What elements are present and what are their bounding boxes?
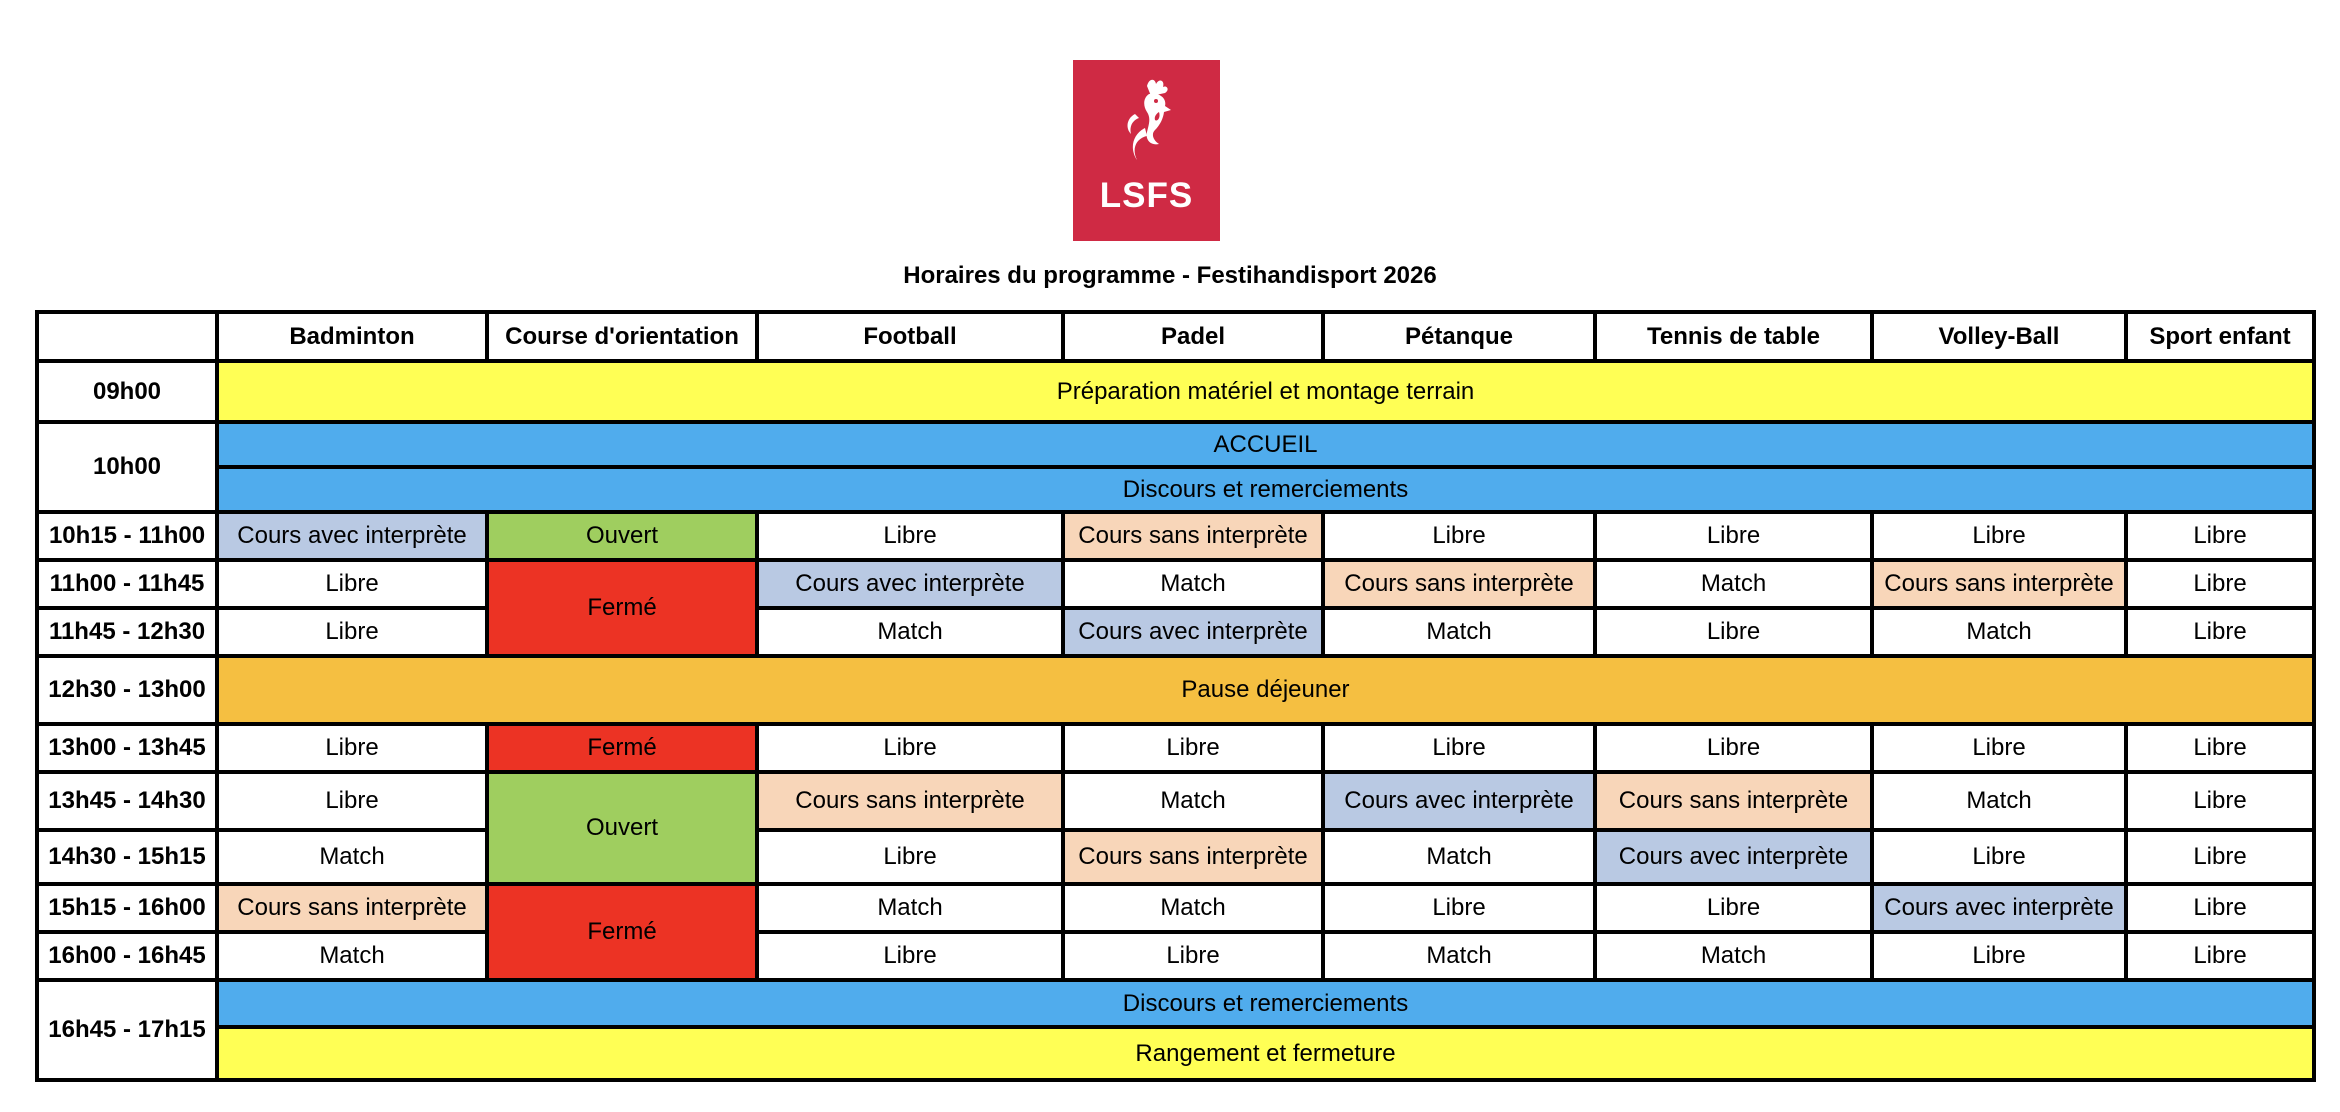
banner-rangement: Rangement et fermeture bbox=[217, 1027, 2314, 1080]
cell-tennis: Match bbox=[1595, 932, 1872, 980]
cell-orientation: Fermé bbox=[487, 724, 757, 772]
time-cell: 16h00 - 16h45 bbox=[37, 932, 217, 980]
cell-football: Libre bbox=[757, 830, 1063, 884]
cell-padel: Match bbox=[1063, 884, 1323, 932]
table-row bbox=[37, 724, 2314, 772]
cell-enfant: Libre bbox=[2126, 608, 2314, 656]
cell-football: Match bbox=[757, 884, 1063, 932]
cell-petanque: Libre bbox=[1323, 884, 1595, 932]
time-cell: 14h30 - 15h15 bbox=[37, 830, 217, 884]
cell-volley: Match bbox=[1872, 772, 2126, 830]
schedule-table bbox=[35, 310, 2316, 1082]
cell-volley: Cours avec interprète bbox=[1872, 884, 2126, 932]
cell-badminton: Libre bbox=[217, 560, 487, 608]
table-row bbox=[37, 361, 2314, 422]
cell-enfant: Libre bbox=[2126, 932, 2314, 980]
banner-discours-afternoon: Discours et remerciements bbox=[217, 980, 2314, 1027]
cell-tennis: Libre bbox=[1595, 884, 1872, 932]
banner-accueil: ACCUEIL bbox=[217, 422, 2314, 467]
cell-volley: Libre bbox=[1872, 724, 2126, 772]
time-cell: 13h45 - 14h30 bbox=[37, 772, 217, 830]
table-row bbox=[37, 422, 2314, 467]
table-row bbox=[37, 467, 2314, 512]
time-cell: 16h45 - 17h15 bbox=[37, 980, 217, 1080]
cell-football: Cours sans interprète bbox=[757, 772, 1063, 830]
cell-orientation: Ouvert bbox=[487, 772, 757, 884]
col-header-padel: Padel bbox=[1063, 312, 1323, 361]
cell-badminton: Cours sans interprète bbox=[217, 884, 487, 932]
cell-orientation: Ouvert bbox=[487, 512, 757, 560]
cell-tennis: Cours sans interprète bbox=[1595, 772, 1872, 830]
table-row bbox=[37, 1027, 2314, 1080]
cell-football: Libre bbox=[757, 724, 1063, 772]
banner-preparation: Préparation matériel et montage terrain bbox=[217, 361, 2314, 422]
time-cell: 11h45 - 12h30 bbox=[37, 608, 217, 656]
cell-enfant: Libre bbox=[2126, 830, 2314, 884]
cell-orientation: Fermé bbox=[487, 884, 757, 980]
cell-badminton: Match bbox=[217, 932, 487, 980]
cell-football: Match bbox=[757, 608, 1063, 656]
cell-enfant: Libre bbox=[2126, 724, 2314, 772]
cell-petanque: Match bbox=[1323, 608, 1595, 656]
header-row bbox=[37, 312, 2314, 361]
cell-badminton: Libre bbox=[217, 608, 487, 656]
corner-cell bbox=[37, 312, 217, 361]
cell-football: Cours avec interprète bbox=[757, 560, 1063, 608]
table-row bbox=[37, 512, 2314, 560]
cell-padel: Match bbox=[1063, 772, 1323, 830]
cell-padel: Libre bbox=[1063, 932, 1323, 980]
cell-badminton: Libre bbox=[217, 724, 487, 772]
cell-tennis: Libre bbox=[1595, 724, 1872, 772]
cell-football: Libre bbox=[757, 932, 1063, 980]
col-header-badminton: Badminton bbox=[217, 312, 487, 361]
cell-volley: Libre bbox=[1872, 932, 2126, 980]
cell-petanque: Match bbox=[1323, 932, 1595, 980]
cell-tennis: Libre bbox=[1595, 608, 1872, 656]
cell-petanque: Libre bbox=[1323, 724, 1595, 772]
table-row bbox=[37, 772, 2314, 830]
cell-petanque: Cours avec interprète bbox=[1323, 772, 1595, 830]
cell-volley: Cours sans interprète bbox=[1872, 560, 2126, 608]
cell-volley: Match bbox=[1872, 608, 2126, 656]
rooster-icon bbox=[1107, 74, 1187, 174]
cell-volley: Libre bbox=[1872, 830, 2126, 884]
table-row bbox=[37, 830, 2314, 884]
col-header-petanque: Pétanque bbox=[1323, 312, 1595, 361]
lsfs-logo bbox=[1073, 60, 1220, 241]
time-cell: 12h30 - 13h00 bbox=[37, 656, 217, 724]
cell-petanque: Libre bbox=[1323, 512, 1595, 560]
cell-tennis: Libre bbox=[1595, 512, 1872, 560]
col-header-tennis-de-table: Tennis de table bbox=[1595, 312, 1872, 361]
cell-badminton: Cours avec interprète bbox=[217, 512, 487, 560]
cell-padel: Match bbox=[1063, 560, 1323, 608]
time-cell: 15h15 - 16h00 bbox=[37, 884, 217, 932]
cell-enfant: Libre bbox=[2126, 772, 2314, 830]
banner-discours-morning: Discours et remerciements bbox=[217, 467, 2314, 512]
logo-text: LSFS bbox=[1099, 176, 1194, 215]
cell-badminton: Match bbox=[217, 830, 487, 884]
cell-padel: Cours sans interprète bbox=[1063, 512, 1323, 560]
cell-padel: Cours sans interprète bbox=[1063, 830, 1323, 884]
col-header-sport-enfant: Sport enfant bbox=[2126, 312, 2314, 361]
time-cell: 10h00 bbox=[37, 422, 217, 512]
cell-petanque: Cours sans interprète bbox=[1323, 560, 1595, 608]
col-header-volley-ball: Volley-Ball bbox=[1872, 312, 2126, 361]
banner-pause-dejeuner: Pause déjeuner bbox=[217, 656, 2314, 724]
cell-orientation: Fermé bbox=[487, 560, 757, 656]
page-title: Horaires du programme - Festihandisport 2026 bbox=[903, 262, 1437, 289]
col-header-football: Football bbox=[757, 312, 1063, 361]
cell-tennis: Cours avec interprète bbox=[1595, 830, 1872, 884]
cell-badminton: Libre bbox=[217, 772, 487, 830]
table-row bbox=[37, 980, 2314, 1027]
cell-petanque: Match bbox=[1323, 830, 1595, 884]
time-cell: 13h00 - 13h45 bbox=[37, 724, 217, 772]
cell-padel: Cours avec interprète bbox=[1063, 608, 1323, 656]
table-row bbox=[37, 932, 2314, 980]
time-cell: 10h15 - 11h00 bbox=[37, 512, 217, 560]
cell-enfant: Libre bbox=[2126, 560, 2314, 608]
cell-enfant: Libre bbox=[2126, 884, 2314, 932]
cell-enfant: Libre bbox=[2126, 512, 2314, 560]
table-row bbox=[37, 560, 2314, 608]
cell-tennis: Match bbox=[1595, 560, 1872, 608]
table-row bbox=[37, 884, 2314, 932]
time-cell: 09h00 bbox=[37, 361, 217, 422]
table-row bbox=[37, 608, 2314, 656]
cell-football: Libre bbox=[757, 512, 1063, 560]
cell-volley: Libre bbox=[1872, 512, 2126, 560]
cell-padel: Libre bbox=[1063, 724, 1323, 772]
table-row bbox=[37, 656, 2314, 724]
col-header-course-orientation: Course d'orientation bbox=[487, 312, 757, 361]
time-cell: 11h00 - 11h45 bbox=[37, 560, 217, 608]
